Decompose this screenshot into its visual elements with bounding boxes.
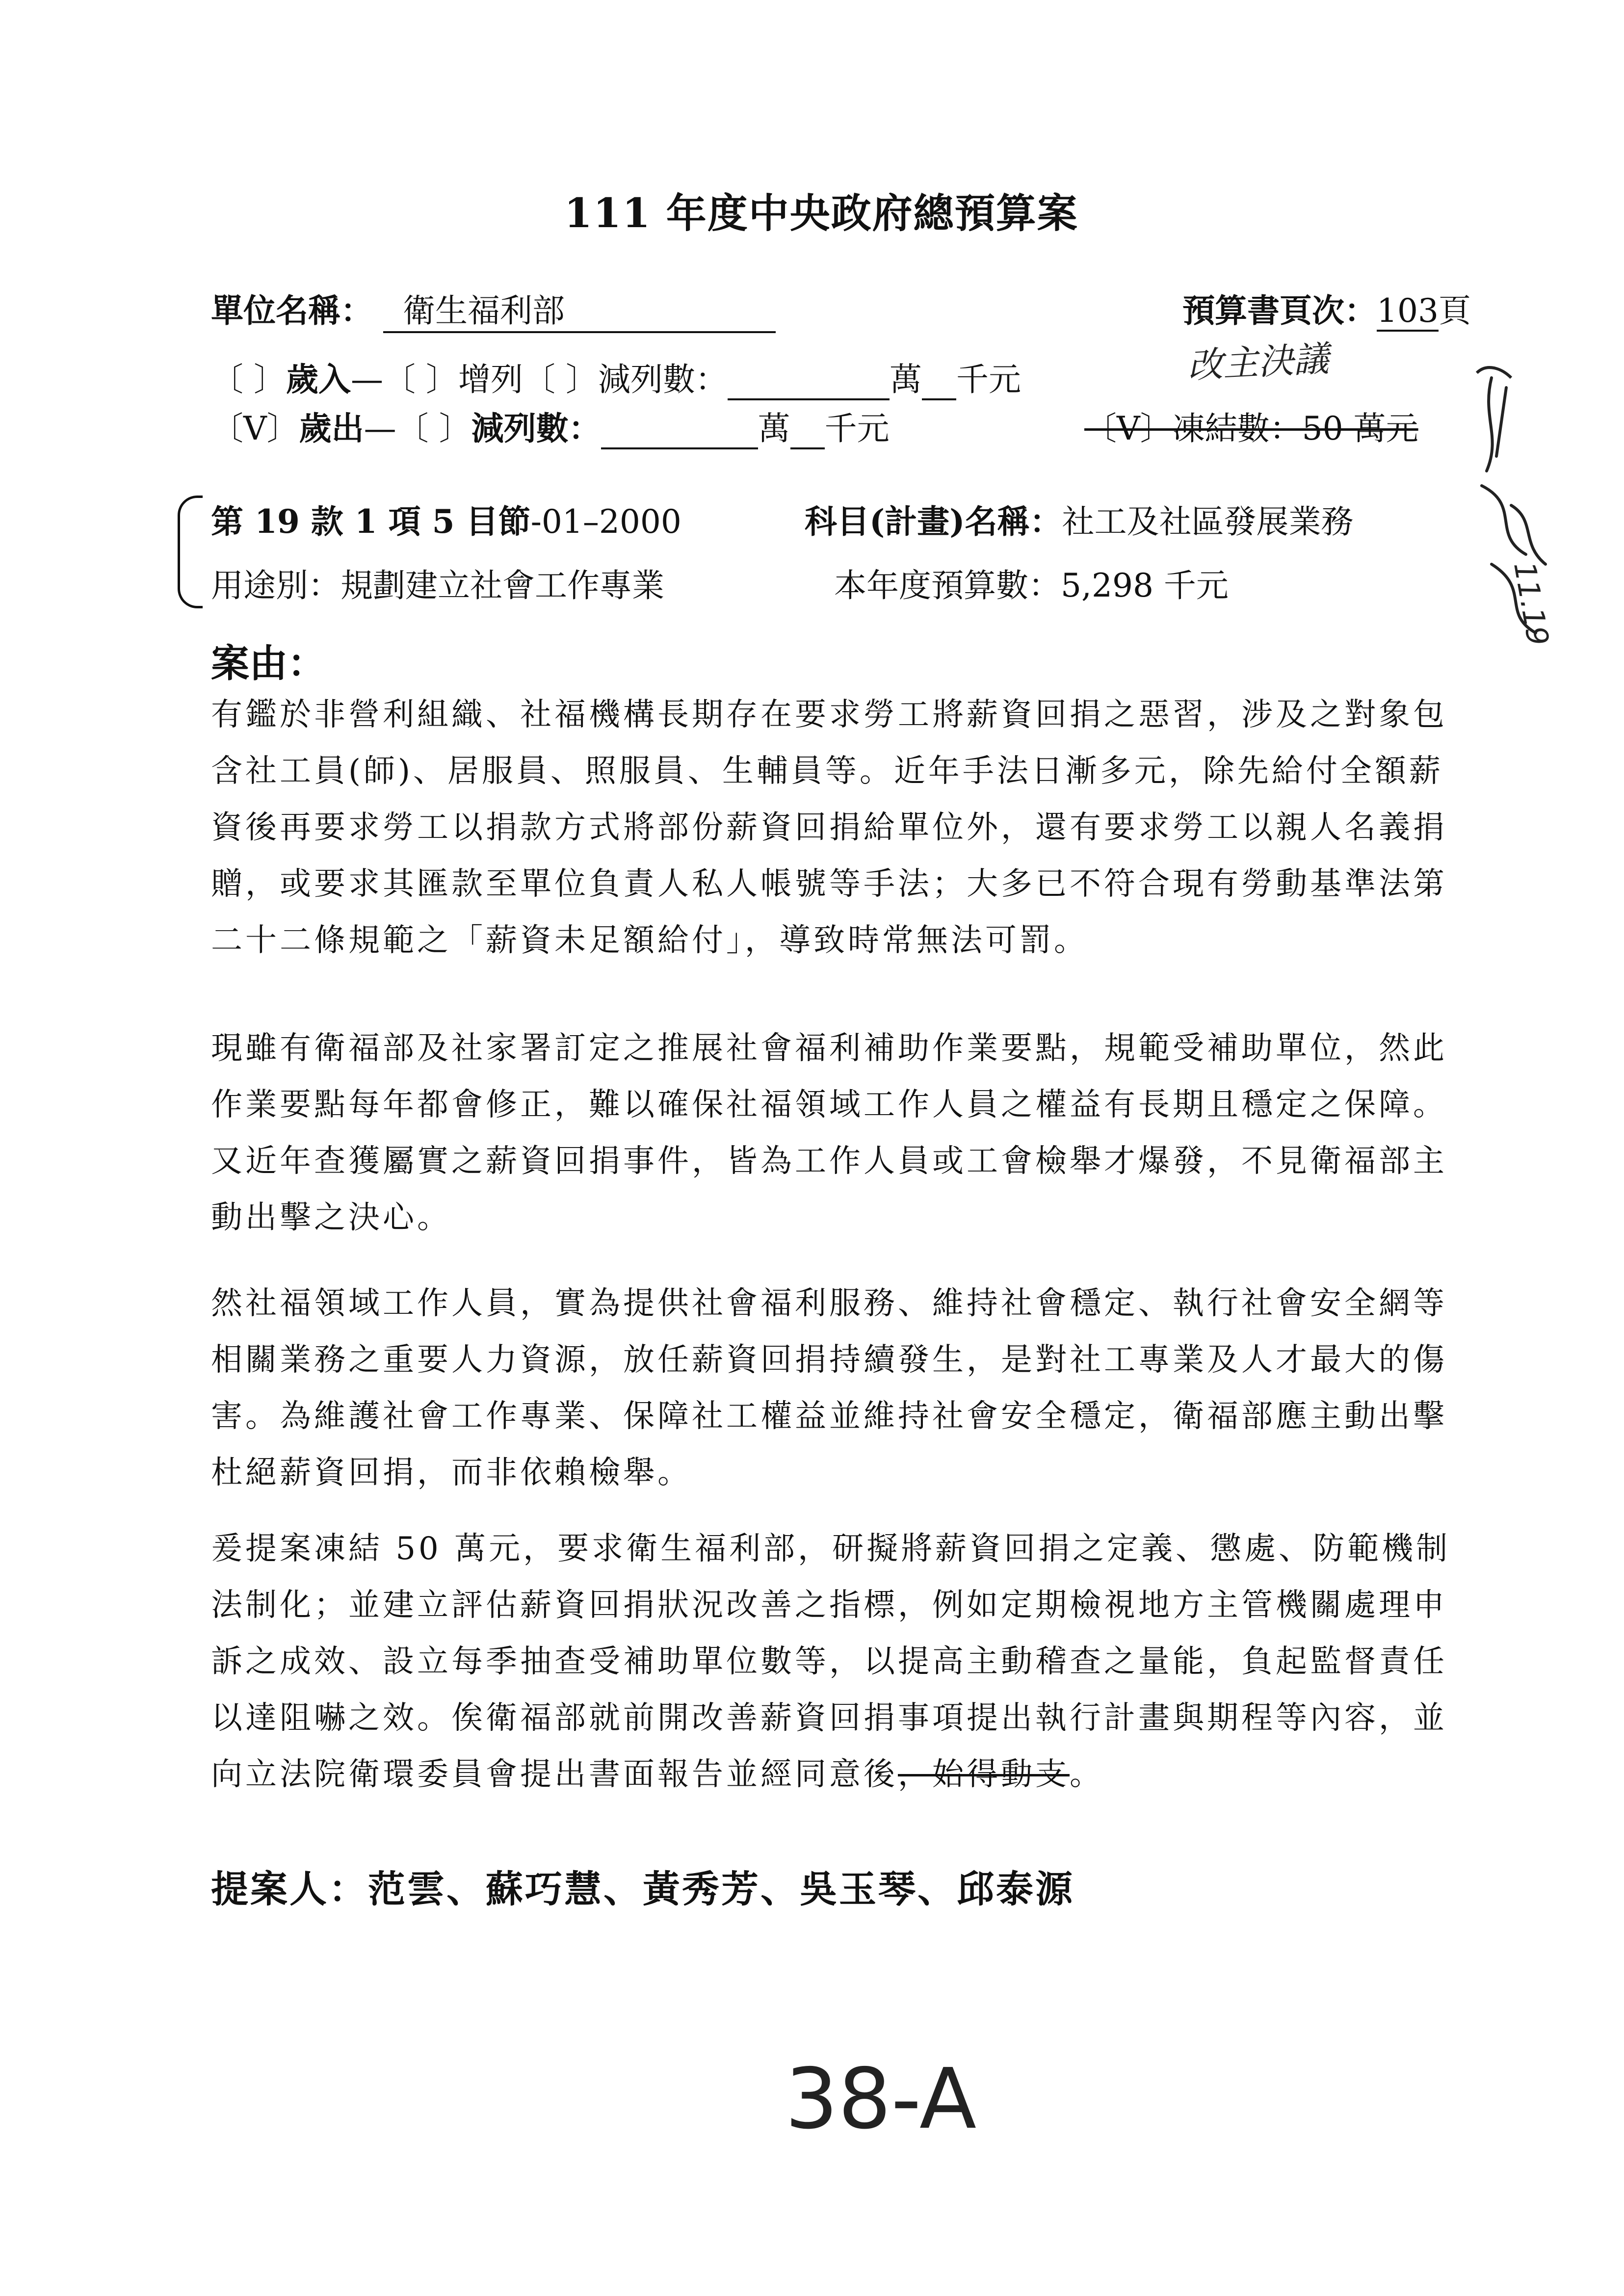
expense-checkbox: 〔V〕 (211, 410, 299, 447)
handwritten-page-mark: 38-A (785, 2051, 977, 2148)
expense-wan-blank (601, 410, 758, 449)
expense-decrease-box: 〔 〕 (396, 410, 471, 447)
income-wan-blank (728, 361, 890, 400)
item-code-rest: -01–2000 (530, 503, 681, 541)
income-wan-unit: 萬 (889, 361, 922, 398)
income-label: 歲入 (286, 360, 351, 398)
handwritten-signature (1462, 358, 1590, 731)
subject-label: 科目(計畫)名稱： (805, 502, 1062, 541)
proposers (211, 1859, 1074, 1913)
page-ref-suffix: 頁 (1438, 292, 1471, 330)
unit-field (211, 285, 776, 333)
item-code (211, 496, 681, 542)
item-bracket (178, 496, 203, 608)
paragraph-4 (211, 1521, 1467, 1803)
usage-label: 用途別： (211, 567, 341, 604)
usage-field (211, 559, 664, 606)
subject-value: 社工及社區發展業務 (1062, 503, 1354, 541)
subject-field (805, 496, 1353, 542)
budget-label: 本年度預算數： (834, 567, 1061, 604)
budget-value: 5,298 千元 (1061, 567, 1229, 604)
paragraph-text: 然社福領域工作人員，實為提供社會福利服務、維持社會穩定、執行社會安全網等相關業務之重要人力資源，放任薪資回捐持續發生，是對社工專業及人才最大的傷害。為維護社會工作專業、保障社工權益並維持社會安全穩定，衛福部應主動出擊杜絕薪資回捐，而非依賴檢舉。 (211, 1285, 1447, 1491)
paragraph-3 (211, 1276, 1467, 1501)
expense-qian-blank (790, 410, 825, 449)
handwritten-date: 11.19 (1507, 559, 1555, 649)
handwritten-correction: 改主決議 (1186, 338, 1330, 387)
struck-clause: ，始得動支 (898, 1756, 1070, 1793)
expense-wan-unit: 萬 (758, 410, 790, 447)
paragraph-4-text: 爰提案凍結 50 萬元，要求衛生福利部，研擬將薪資回捐之定義、懲處、防範機制法制化；並建立評估薪資回捐狀況改善之指標，例如定期檢視地方主管機關處理申訴之成效、設立每季抽查受補助單位數等，以提高主動稽查之量能，負起監督責任以達阻嚇之效。俟衛福部就前開改善薪資回捐事項提出執行計畫與期程等內容，並向立法院衛環委員會提出書面報告並經同意後 (211, 1531, 1451, 1793)
expense-row (211, 402, 890, 449)
paragraph-text: 現雖有衛福部及社家署訂定之推展社會福利補助作業要點，規範受補助單位，然此作業要點每年都會修正，難以確保社福領域工作人員之權益有長期且穩定之保障。又近年查獲屬實之薪資回捐事件，皆為工作人員或工會檢舉才爆發，不見衛福部主動出擊之決心。 (211, 1030, 1447, 1236)
income-decrease-option: 〔 〕減列數： (523, 361, 728, 398)
expense-dash: — (364, 410, 396, 447)
unit-label: 單位名稱： (211, 291, 373, 330)
page-reference (1182, 285, 1471, 332)
paragraph-2 (211, 1020, 1467, 1246)
paragraph-4-end: 。 (1070, 1756, 1104, 1793)
page-ref-label: 預算書頁次： (1182, 291, 1377, 330)
item-code-bold: 第 19 款 1 項 5 目節 (211, 502, 531, 541)
income-row (211, 353, 1021, 400)
income-checkbox: 〔 〕 (211, 361, 286, 398)
budget-field (834, 559, 1229, 606)
usage-value: 規劃建立社會工作專業 (341, 567, 664, 604)
income-qian-unit: 千元 (956, 361, 1021, 398)
income-dash: — (350, 361, 383, 398)
expense-decrease-label: 減列數： (471, 409, 601, 447)
expense-qian-unit: 千元 (824, 410, 890, 447)
reason-heading: 案由： (211, 641, 326, 686)
income-increase-option: 〔 〕增列 (383, 361, 523, 398)
proposers-label: 提案人： (211, 1867, 368, 1911)
unit-value: 衛生福利部 (383, 285, 776, 333)
proposers-names: 范雲、蘇巧慧、黃秀芳、吳玉琴、邱泰源 (368, 1867, 1074, 1911)
paragraph-text: 有鑑於非營利組織、社福機構長期存在要求勞工將薪資回捐之惡習，涉及之對象包含社工員(師)、居服員、照服員、生輔員等。近年手法日漸多元，除先給付全額薪資後再要求勞工以捐款方式將部份薪資回捐給單位外，還有要求勞工以親人名義捐贈，或要求其匯款至單位負責人私人帳號等手法；大多已不符合現有勞動基準法第二十二條規範之「薪資未足額給付」，導致時常無法可罰。 (211, 697, 1447, 959)
document-title: 111 年度中央政府總預算案 (564, 190, 1078, 237)
expense-label: 歲出 (299, 409, 364, 447)
paragraph-text (211, 1521, 1467, 1803)
freeze-amount-struck: 〔V〕凍結數：50 萬元 (1084, 410, 1418, 447)
income-qian-blank (922, 361, 956, 400)
page-ref-value: 103 (1377, 292, 1439, 332)
paragraph-1 (211, 687, 1467, 969)
